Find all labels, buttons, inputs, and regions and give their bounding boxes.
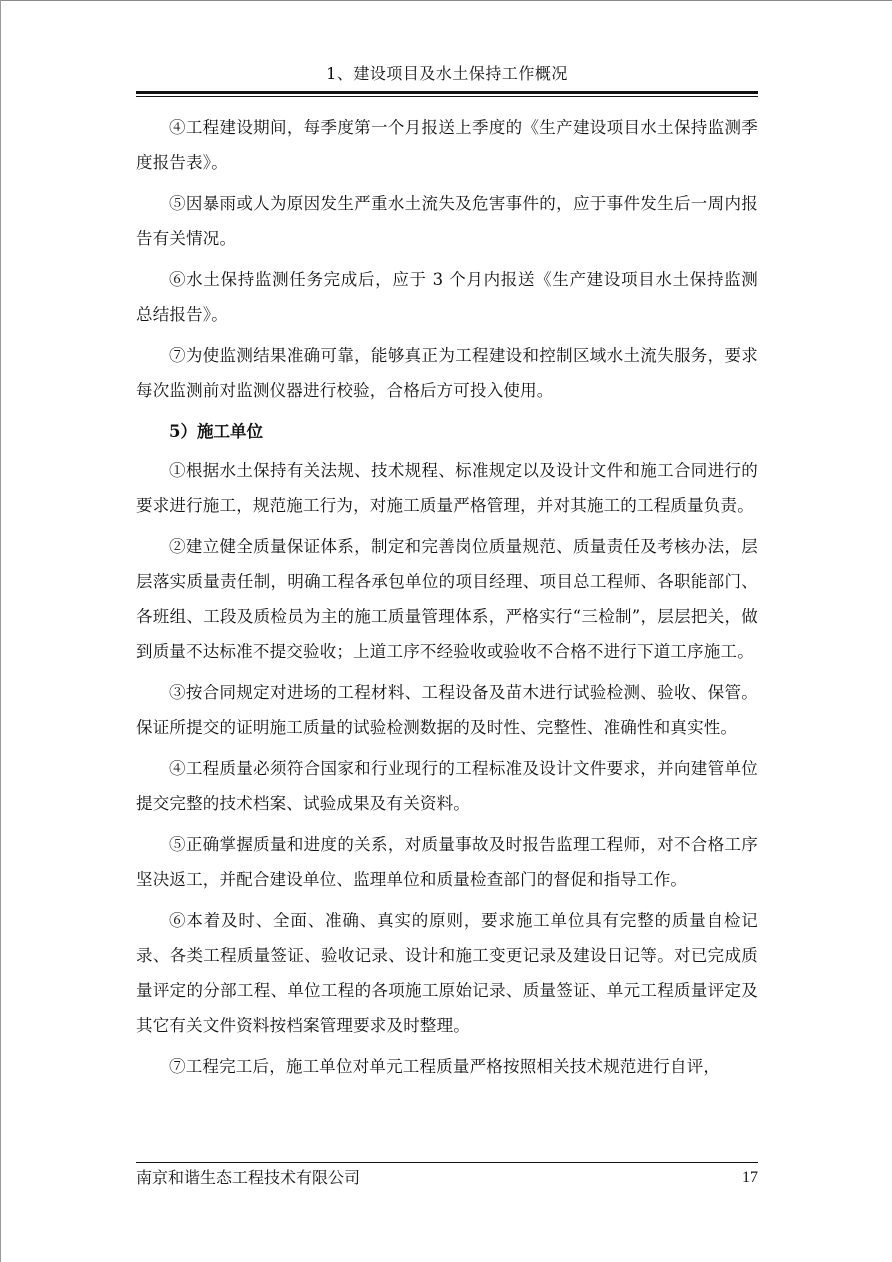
paragraph-item-6-summary-report: ⑥水土保持监测任务完成后，应于 3 个月内报送《生产建设项目水土保持监测总结报告》。 — [136, 270, 758, 324]
document-body — [136, 110, 758, 1090]
paragraph-construction-6: ⑥本着及时、全面、准确、真实的原则，要求施工单位具有完整的质量自检记录、各类工程质量签证、验收记录、设计和施工变更记录及建设日记等。对已完成质量评定的分部工程、单位工程的各项施工原始记录、质量签证、单元工程质量评定及其它有关文件资料按档案管理要求及时整理。 — [136, 911, 758, 1035]
paragraph-construction-4: ④工程质量必须符合国家和行业现行的工程标准及设计文件要求，并向建管单位提交完整的技术档案、试验成果及有关资料。 — [136, 759, 758, 813]
paragraph-item-5-incident: ⑤因暴雨或人为原因发生严重水土流失及危害事件的，应于事件发生后一周内报告有关情况。 — [136, 194, 758, 248]
running-header: 1、建设项目及水土保持工作概况 — [326, 64, 568, 83]
footer-rule — [136, 1162, 758, 1163]
footer-company-name: 南京和谐生态工程技术有限公司 — [136, 1168, 361, 1187]
header-rule-thick — [136, 91, 758, 94]
page-number: 17 — [742, 1169, 758, 1186]
page-left-border — [0, 0, 1, 1262]
paragraph-construction-5: ⑤正确掌握质量和进度的关系，对质量事故及时报告监理工程师，对不合格工序坚决返工，并配合建设单位、监理单位和质量检查部门的督促和指导工作。 — [136, 835, 758, 889]
paragraph-construction-2: ②建立健全质量保证体系，制定和完善岗位质量规范、质量责任及考核办法，层层落实质量责任制，明确工程各承包单位的项目经理、项目总工程师、各职能部门、各班组、工段及质检员为主的施工质量管理体系，严格实行“三检制”，层层把关，做到质量不达标准不提交验收；上道工序不经验收或验收不合格不进行下道工序施工。 — [136, 537, 758, 661]
paragraph-construction-3: ③按合同规定对进场的工程材料、工程设备及苗木进行试验检测、验收、保管。保证所提交的证明施工质量的试验检测数据的及时性、完整性、准确性和真实性。 — [136, 683, 758, 737]
paragraph-item-4-reporting: ④工程建设期间，每季度第一个月报送上季度的《生产建设项目水土保持监测季度报告表》。 — [136, 118, 758, 172]
paragraph-construction-1: ①根据水土保持有关法规、技术规程、标准规定以及设计文件和施工合同进行的要求进行施工，规范施工行为，对施工质量严格管理，并对其施工的工程质量负责。 — [136, 461, 758, 515]
section-heading: 5）施工单位 — [169, 422, 263, 441]
page-top-border — [0, 0, 892, 1]
paragraph-construction-7: ⑦工程完工后，施工单位对单元工程质量严格按照相关技术规范进行自评， — [169, 1057, 721, 1076]
header-rule-thin — [136, 96, 758, 97]
paragraph-item-7-instrument-calibration: ⑦为使监测结果准确可靠，能够真正为工程建设和控制区域水土流失服务，要求每次监测前对监测仪器进行校验，合格后方可投入使用。 — [136, 346, 758, 400]
